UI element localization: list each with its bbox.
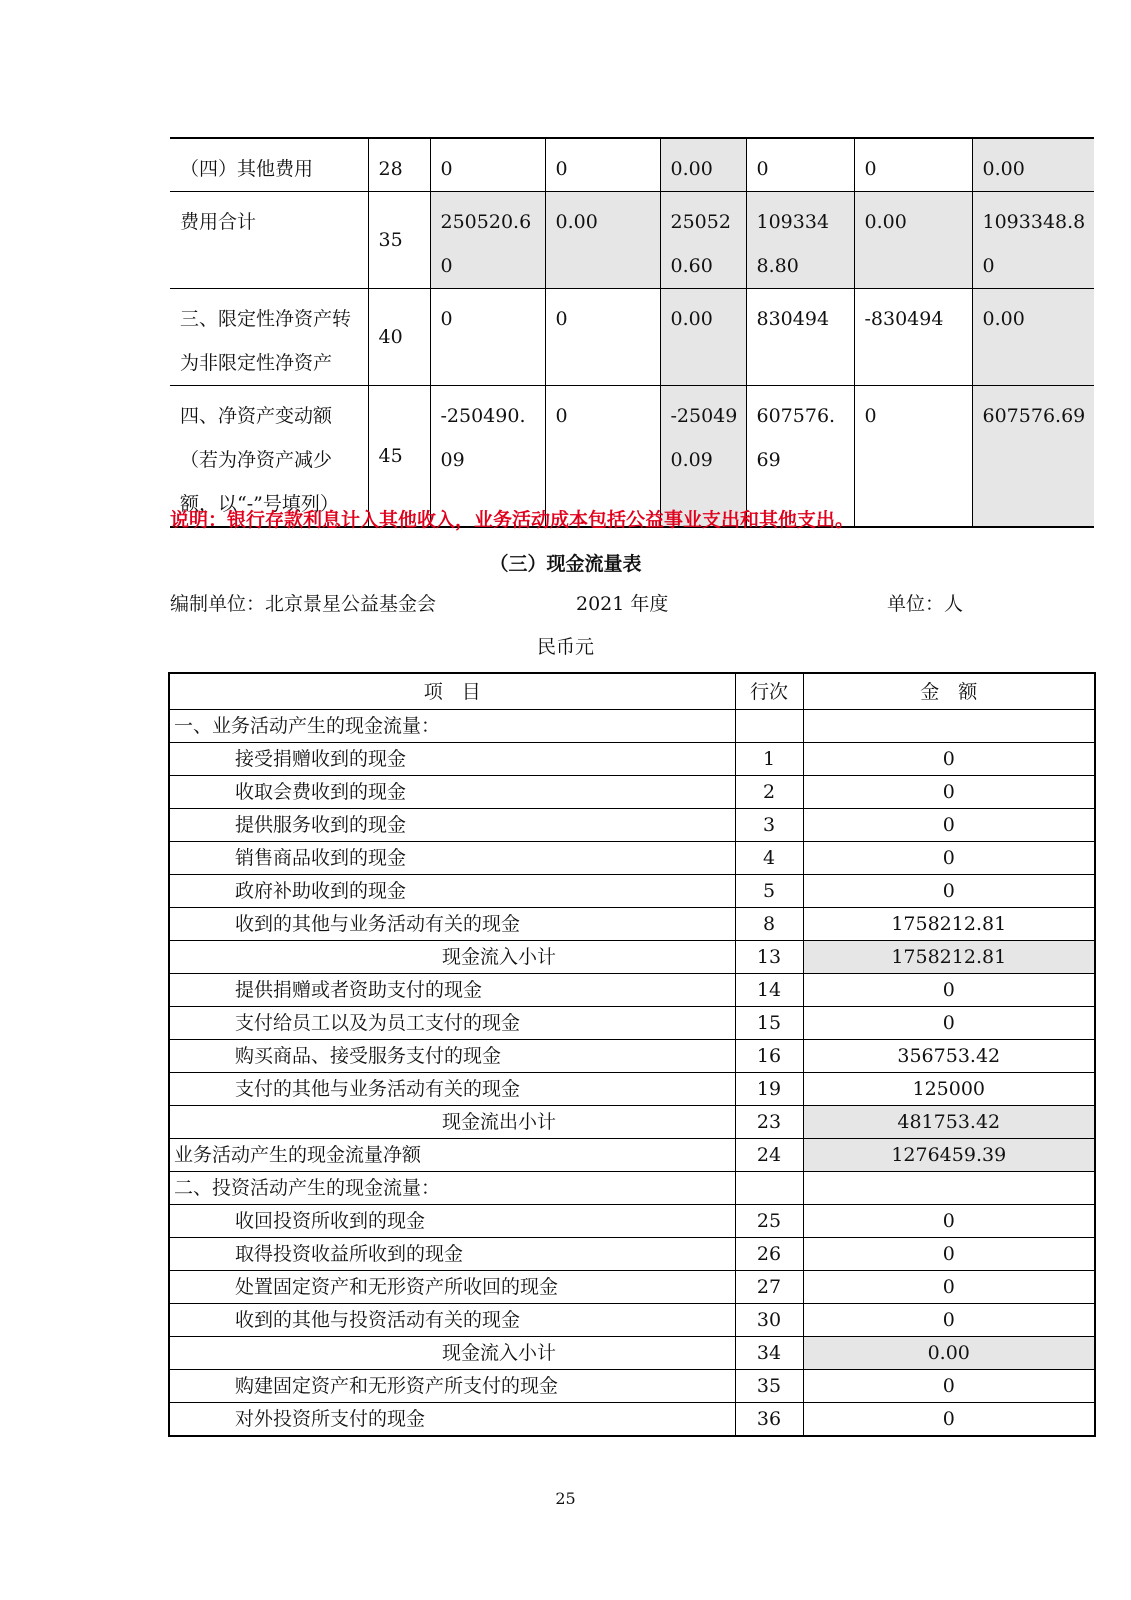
table-row — [169, 1271, 1095, 1304]
row-amount: 125000 — [803, 1073, 1095, 1106]
table-row — [169, 1073, 1095, 1106]
table-row — [169, 1040, 1095, 1073]
table-row — [169, 1370, 1095, 1403]
table-row — [169, 842, 1095, 875]
row-item-label: 费用合计 — [170, 192, 368, 289]
row-item-label: 收取会费收到的现金 — [169, 776, 735, 809]
table-row — [169, 1139, 1095, 1172]
row-amount: 0 — [803, 809, 1095, 842]
row-item-label: 收到的其他与业务活动有关的现金 — [169, 908, 735, 941]
subtotal-label: 现金流出小计 — [169, 1106, 735, 1139]
row-line-number: 35 — [735, 1370, 803, 1403]
row-item-label: 支付的其他与业务活动有关的现金 — [169, 1073, 735, 1106]
row-line-number: 26 — [735, 1238, 803, 1271]
subtotal-label: 现金流入小计 — [169, 941, 735, 974]
row-amount: 0 — [803, 743, 1095, 776]
row-line-number: 23 — [735, 1106, 803, 1139]
row-item-label: 三、限定性净资产转为非限定性净资产 — [170, 289, 368, 386]
reporting-entity: 编制单位：北京景星公益基金会 — [170, 593, 437, 615]
cell-value: 0 — [545, 289, 660, 386]
row-item-label: 销售商品收到的现金 — [169, 842, 735, 875]
section-heading: 二、投资活动产生的现金流量： — [169, 1172, 735, 1205]
row-amount: 1758212.81 — [803, 908, 1095, 941]
row-amount: 0 — [803, 1007, 1095, 1040]
row-item-label: （四）其他费用 — [170, 138, 368, 192]
row-amount: 0 — [803, 1403, 1095, 1437]
row-item-label: 取得投资收益所收到的现金 — [169, 1238, 735, 1271]
row-line-number — [735, 710, 803, 743]
row-amount: 0 — [803, 974, 1095, 1007]
row-amount: 0.00 — [803, 1337, 1095, 1370]
row-line-number: 16 — [735, 1040, 803, 1073]
row-item-label: 收到的其他与投资活动有关的现金 — [169, 1304, 735, 1337]
row-line-number: 15 — [735, 1007, 803, 1040]
table-row — [169, 941, 1095, 974]
cash-flow-table — [168, 672, 1096, 1437]
row-amount: 0 — [803, 875, 1095, 908]
table-row — [169, 710, 1095, 743]
row-amount: 481753.42 — [803, 1106, 1095, 1139]
row-amount — [803, 710, 1095, 743]
cell-value: -250490.09 — [660, 386, 746, 528]
cell-value: 0 — [746, 138, 854, 192]
cell-value: 0 — [545, 386, 660, 528]
row-item-label: 支付给员工以及为员工支付的现金 — [169, 1007, 735, 1040]
row-line-number — [735, 1172, 803, 1205]
cell-value: 0.00 — [854, 192, 972, 289]
column-header-item: 项 目 — [169, 673, 735, 710]
table-row — [170, 289, 1094, 386]
row-line-number: 8 — [735, 908, 803, 941]
table-row — [169, 743, 1095, 776]
row-line-number: 27 — [735, 1271, 803, 1304]
table-row — [169, 1172, 1095, 1205]
table-row — [169, 1106, 1095, 1139]
row-amount — [803, 1172, 1095, 1205]
table-row — [169, 1007, 1095, 1040]
row-item-label: 购建固定资产和无形资产所支付的现金 — [169, 1370, 735, 1403]
cell-value: 0.00 — [972, 289, 1094, 386]
row-amount: 356753.42 — [803, 1040, 1095, 1073]
table-row — [169, 1238, 1095, 1271]
cell-value: -250490.09 — [430, 386, 545, 528]
table-row — [169, 875, 1095, 908]
net-total-label: 业务活动产生的现金流量净额 — [169, 1139, 735, 1172]
row-amount: 0 — [803, 842, 1095, 875]
cell-value: 0 — [545, 138, 660, 192]
row-item-label: 处置固定资产和无形资产所收回的现金 — [169, 1271, 735, 1304]
row-amount: 0 — [803, 1205, 1095, 1238]
currency-unit: 单位：人 — [887, 593, 964, 615]
table-row — [170, 138, 1094, 192]
cell-value: 0 — [430, 289, 545, 386]
cell-value: 830494 — [746, 289, 854, 386]
row-item-label: 收回投资所收到的现金 — [169, 1205, 735, 1238]
row-line-number: 19 — [735, 1073, 803, 1106]
row-item-label: 购买商品、接受服务支付的现金 — [169, 1040, 735, 1073]
row-line-number: 3 — [735, 809, 803, 842]
row-amount: 0 — [803, 776, 1095, 809]
cell-value: 607576.69 — [746, 386, 854, 528]
currency-unit-continued: 民币元 — [536, 636, 594, 658]
row-amount: 0 — [803, 1271, 1095, 1304]
table-row — [169, 1337, 1095, 1370]
page-number: 25 — [555, 1489, 576, 1508]
section-heading: 一、业务活动产生的现金流量： — [169, 710, 735, 743]
row-line-number: 30 — [735, 1304, 803, 1337]
cell-value: 0 — [430, 138, 545, 192]
table-row — [169, 776, 1095, 809]
cell-value: 0 — [854, 386, 972, 528]
table-row — [169, 1304, 1095, 1337]
row-amount: 0 — [803, 1370, 1095, 1403]
row-line-number: 1 — [735, 743, 803, 776]
section-title: （三）现金流量表 — [489, 553, 642, 575]
cell-value: 250520.60 — [430, 192, 545, 289]
activity-statement-table — [170, 137, 1094, 528]
row-item-label: 政府补助收到的现金 — [169, 875, 735, 908]
cell-value: 0.00 — [972, 138, 1094, 192]
cell-value: 0 — [854, 138, 972, 192]
table-row — [170, 192, 1094, 289]
table-row — [169, 908, 1095, 941]
table-row — [169, 1205, 1095, 1238]
row-item-label: 提供捐赠或者资助支付的现金 — [169, 974, 735, 1007]
row-item-label: 对外投资所支付的现金 — [169, 1403, 735, 1437]
cell-value: 1093348.80 — [746, 192, 854, 289]
cell-value: 0.00 — [660, 289, 746, 386]
row-line-number: 35 — [368, 192, 430, 289]
cell-value: -830494 — [854, 289, 972, 386]
row-line-number: 36 — [735, 1403, 803, 1437]
row-amount: 1276459.39 — [803, 1139, 1095, 1172]
row-line-number: 2 — [735, 776, 803, 809]
row-item-label: 接受捐赠收到的现金 — [169, 743, 735, 776]
row-line-number: 5 — [735, 875, 803, 908]
row-amount: 0 — [803, 1304, 1095, 1337]
row-line-number: 14 — [735, 974, 803, 1007]
table-header-row — [169, 673, 1095, 710]
row-line-number: 24 — [735, 1139, 803, 1172]
row-line-number: 4 — [735, 842, 803, 875]
row-item-label: 提供服务收到的现金 — [169, 809, 735, 842]
cell-value: 250520.60 — [660, 192, 746, 289]
cell-value: 0.00 — [660, 138, 746, 192]
row-line-number: 45 — [368, 386, 430, 528]
cell-value: 1093348.80 — [972, 192, 1094, 289]
cell-value: 607576.69 — [972, 386, 1094, 528]
table-row — [169, 809, 1095, 842]
column-header-line: 行次 — [735, 673, 803, 710]
table-row — [169, 974, 1095, 1007]
row-line-number: 40 — [368, 289, 430, 386]
reporting-period: 2021 年度 — [576, 593, 669, 615]
row-line-number: 28 — [368, 138, 430, 192]
cell-value: 0.00 — [545, 192, 660, 289]
table-row — [169, 1403, 1095, 1437]
row-line-number: 34 — [735, 1337, 803, 1370]
column-header-amount: 金 额 — [803, 673, 1095, 710]
subtotal-label: 现金流入小计 — [169, 1337, 735, 1370]
row-line-number: 13 — [735, 941, 803, 974]
row-item-label: 四、净资产变动额（若为净资产减少额，以“-”号填列） — [170, 386, 368, 528]
row-line-number: 25 — [735, 1205, 803, 1238]
row-amount: 0 — [803, 1238, 1095, 1271]
row-amount: 1758212.81 — [803, 941, 1095, 974]
explanatory-note: 说明：银行存款利息计入其他收入，业务活动成本包括公益事业支出和其他支出。 — [170, 509, 855, 531]
